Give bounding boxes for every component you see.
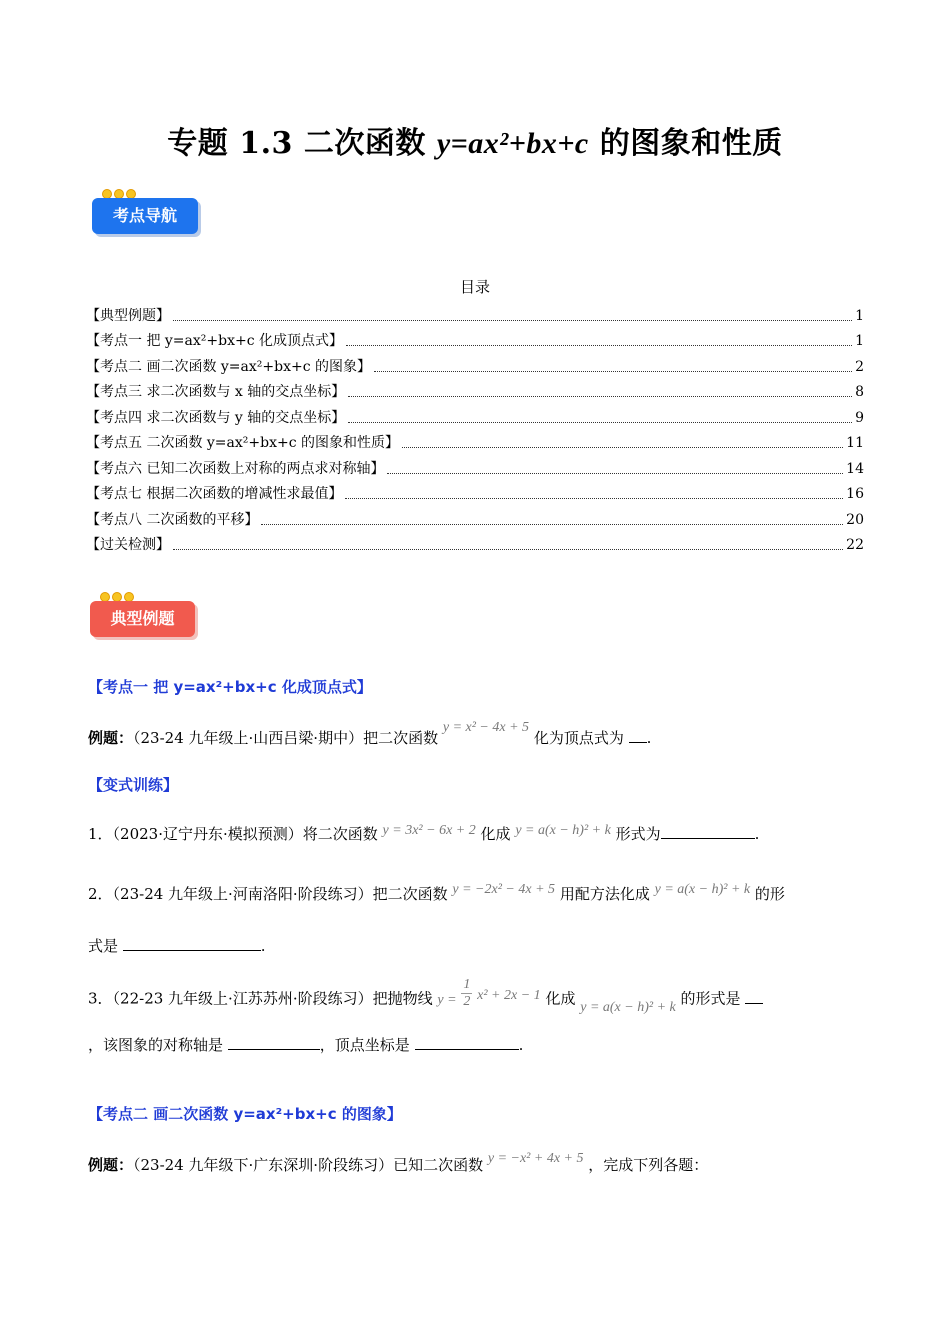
question-number: 2． [88, 885, 113, 903]
toc-item-page: 1 [855, 307, 864, 324]
example-tail: 化为顶点式为 [533, 729, 624, 747]
toc-item-page: 16 [846, 486, 864, 502]
toc-item-label: 【考点二 画二次函数 y=ax²+bx+c 的图象】 [86, 358, 372, 375]
answer-blank[interactable] [629, 726, 647, 743]
toc-item-page: 8 [855, 384, 864, 400]
section-heading: 【考点一 把 y=ax²+bx+c 化成顶点式】 [88, 678, 372, 696]
toc-item-page: 14 [846, 460, 864, 477]
toc-item-label: 【典型例题】 [86, 307, 170, 324]
question-end: . [518, 1036, 524, 1054]
variant-heading: 【变式训练】 [88, 776, 179, 794]
toc-item[interactable] [86, 300, 864, 326]
toc-item-label: 【考点四 求二次函数与 y 轴的交点坐标】 [86, 409, 346, 426]
formula: y = −2x² − 4x + 5 [452, 882, 556, 897]
example-label: 例题： [88, 1156, 134, 1174]
example-text: （23-24 九年级下·广东深圳·阶段练习）已知二次函数 [133, 1156, 484, 1174]
toc-item-label: 【考点六 已知二次函数上对称的两点求对称轴】 [86, 460, 385, 477]
question-3 [88, 977, 763, 1016]
question-end: . [260, 937, 266, 955]
question-1 [88, 822, 759, 844]
question-end: . [754, 825, 760, 843]
toc-item[interactable] [86, 402, 864, 428]
title-prefix: 专题 1.3 二次函数 [167, 126, 437, 161]
question-mid: 化成 [545, 989, 576, 1008]
question-2 [88, 883, 785, 904]
answer-blank[interactable] [745, 987, 763, 1004]
toc-item-label: 【考点五 二次函数 y=ax²+bx+c 的图象和性质】 [86, 435, 400, 451]
toc-item-page: 2 [855, 358, 864, 375]
toc-item-page: 20 [846, 511, 864, 528]
formula: y = a(x − h)² + k [580, 999, 676, 1015]
example-label: 例题： [88, 729, 134, 747]
question-line2: 式是 [88, 937, 119, 955]
question-line2a: ，该图象的对称轴是 [88, 1036, 224, 1054]
formula: y = a(x − h)² + k [654, 882, 751, 897]
toc-item[interactable] [86, 504, 864, 530]
example-2 [88, 1151, 709, 1175]
example-1 [88, 720, 652, 748]
toc-item-label: 【考点一 把 y=ax²+bx+c 化成顶点式】 [86, 333, 344, 349]
page-title [0, 118, 950, 162]
question-line2b: ，顶点坐标是 [319, 1036, 410, 1054]
example-text: （23-24 九年级上·山西吕梁·期中）把二次函数 [133, 729, 439, 747]
table-of-contents [86, 300, 864, 555]
toc-item[interactable] [86, 479, 864, 505]
toc-item[interactable] [86, 453, 864, 479]
answer-blank[interactable] [228, 1033, 320, 1050]
title-formula: y=ax²+bx+c [436, 127, 589, 160]
examples-badge: 典型例题 [90, 601, 195, 637]
answer-blank[interactable] [415, 1033, 519, 1050]
question-mid: 用配方法化成 [559, 885, 650, 903]
toc-item-label: 【考点八 二次函数的平移】 [86, 511, 259, 528]
toc-item[interactable] [86, 428, 864, 454]
answer-blank[interactable] [123, 934, 261, 951]
question-tail: 形式为 [615, 825, 661, 843]
question-number: 1． [88, 825, 113, 843]
fraction-denominator: 2 [463, 994, 471, 1009]
answer-blank[interactable] [661, 822, 755, 839]
toc-item-page: 22 [846, 537, 864, 553]
toc-item-page: 9 [855, 409, 864, 426]
question-text: （2023·辽宁丹东·模拟预测）将二次函数 [112, 825, 378, 843]
question-text: （22-23 九年级上·江苏苏州·阶段练习）把抛物线 [112, 989, 433, 1008]
example-tail: ，完成下列各题： [588, 1156, 709, 1174]
formula: y = 3x² − 6x + 2 [382, 823, 476, 838]
formula: y = a(x − h)² + k [515, 823, 611, 838]
toc-item-label: 【考点三 求二次函数与 x 轴的交点坐标】 [86, 384, 346, 400]
toc-item-page: 11 [846, 435, 864, 451]
question-text: （23-24 九年级上·河南洛阳·阶段练习）把二次函数 [112, 885, 448, 903]
question-tail: 的形式是 [680, 989, 741, 1008]
section-heading: 【考点二 画二次函数 y=ax²+bx+c 的图象】 [88, 1105, 402, 1123]
toc-item[interactable] [86, 377, 864, 403]
question-number: 3． [88, 989, 113, 1008]
question-3-cont [88, 1033, 523, 1055]
formula-y: y = [437, 992, 457, 1008]
formula: y = −x² + 4x + 5 [487, 1151, 584, 1166]
fraction [461, 977, 472, 1010]
question-tail: 的形 [754, 885, 785, 903]
toc-title: 目录 [459, 278, 490, 296]
fraction-numerator: 1 [463, 977, 471, 992]
toc-item-label: 【考点七 根据二次函数的增减性求最值】 [86, 486, 343, 502]
formula: x² + 2x − 1 [477, 987, 541, 1003]
toc-item-page: 1 [855, 333, 864, 349]
toc-item[interactable] [86, 326, 864, 352]
formula: y = x² − 4x + 5 [442, 720, 530, 735]
nav-badge: 考点导航 [92, 198, 198, 234]
toc-item-label: 【过关检测】 [86, 537, 170, 553]
example-end: . [646, 729, 652, 747]
toc-item[interactable] [86, 530, 864, 556]
question-2-cont [88, 934, 266, 956]
question-mid: 化成 [480, 825, 511, 843]
toc-item[interactable] [86, 351, 864, 377]
title-suffix: 的图象和性质 [588, 126, 783, 161]
